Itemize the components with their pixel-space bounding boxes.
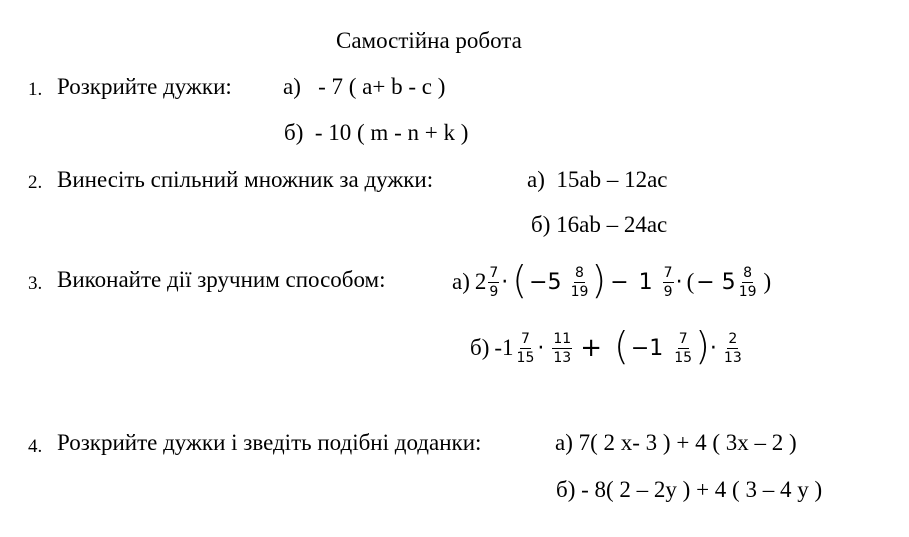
task-2-number: 2. <box>28 172 43 193</box>
task-3a-dot-2: · <box>675 269 683 295</box>
task-3a-open-paren-1: ( <box>512 258 528 302</box>
task-3a-close-paren-2: ) <box>763 269 772 294</box>
task-3-part-a <box>452 254 771 310</box>
task-3a-whole-2: 1 <box>638 269 653 295</box>
task-3b-open-paren: ( <box>614 324 629 368</box>
task-1-part-a: а) - 7 ( a+ b - c ) <box>283 74 446 99</box>
task-4-part-a: а) 7( 2 x- 3 ) + 4 ( 3x – 2 ) <box>555 430 797 455</box>
page-title: Самостійна робота <box>336 28 522 53</box>
task-3b-label: б) <box>470 335 490 360</box>
task-4-number: 4. <box>28 436 43 457</box>
task-3a-neg-whole-2: − 5 <box>696 269 736 295</box>
task-3b-dot-2: · <box>709 335 717 361</box>
task-4-text: Розкрийте дужки і зведіть подібні доданки: <box>57 430 482 455</box>
task-3b-whole-1: -1 <box>494 335 514 360</box>
task-3a-dot-1: · <box>501 269 509 295</box>
task-2-text: Винесіть спільний множник за дужки: <box>57 167 434 192</box>
task-3-text: Виконайте дії зручним способом: <box>57 267 386 292</box>
task-3a-fraction-3: $\frac{7}{9}$ <box>663 264 673 300</box>
task-3-number: 3. <box>28 273 43 294</box>
task-3b-plus: + <box>580 333 602 363</box>
task-3b-fraction-1: $\frac{7}{15}$ <box>516 330 535 366</box>
task-3b-fraction-3: $\frac{7}{15}$ <box>674 330 693 366</box>
task-1-text: Розкрийте дужки: <box>57 74 232 99</box>
task-3b-fraction-4: $\frac{2}{13}$ <box>723 330 742 366</box>
task-3b-dot-1: · <box>537 335 545 361</box>
task-3a-fraction-4: $\frac{8}{19}$ <box>738 264 757 300</box>
task-3a-close-paren-1: ) <box>591 258 607 302</box>
task-4-part-b: б) - 8( 2 – 2y ) + 4 ( 3 – 4 y ) <box>556 477 823 502</box>
task-3b-neg-whole: −1 <box>630 335 664 361</box>
task-3b-close-paren: ) <box>695 324 710 368</box>
task-1-number: 1. <box>28 79 43 100</box>
task-2-part-a: а) 15ab – 12ac <box>527 167 668 192</box>
task-3a-neg-whole-1: −5 <box>529 269 562 295</box>
task-3-part-b <box>470 320 745 376</box>
task-3a-label: а) <box>452 269 470 294</box>
task-2-part-b: б) 16ab – 24ac <box>531 212 668 237</box>
task-3a-whole-1: 2 <box>474 269 487 294</box>
task-1-part-b: б) - 10 ( m - n + k ) <box>284 120 469 145</box>
task-3a-fraction-2: $\frac{8}{19}$ <box>570 264 589 300</box>
task-3a-open-paren-2: ( <box>686 269 695 294</box>
task-3b-fraction-2: $\frac{11}{13}$ <box>553 330 572 366</box>
task-3a-minus: − <box>610 269 629 295</box>
task-3a-fraction-1: $\frac{7}{9}$ <box>489 264 499 300</box>
